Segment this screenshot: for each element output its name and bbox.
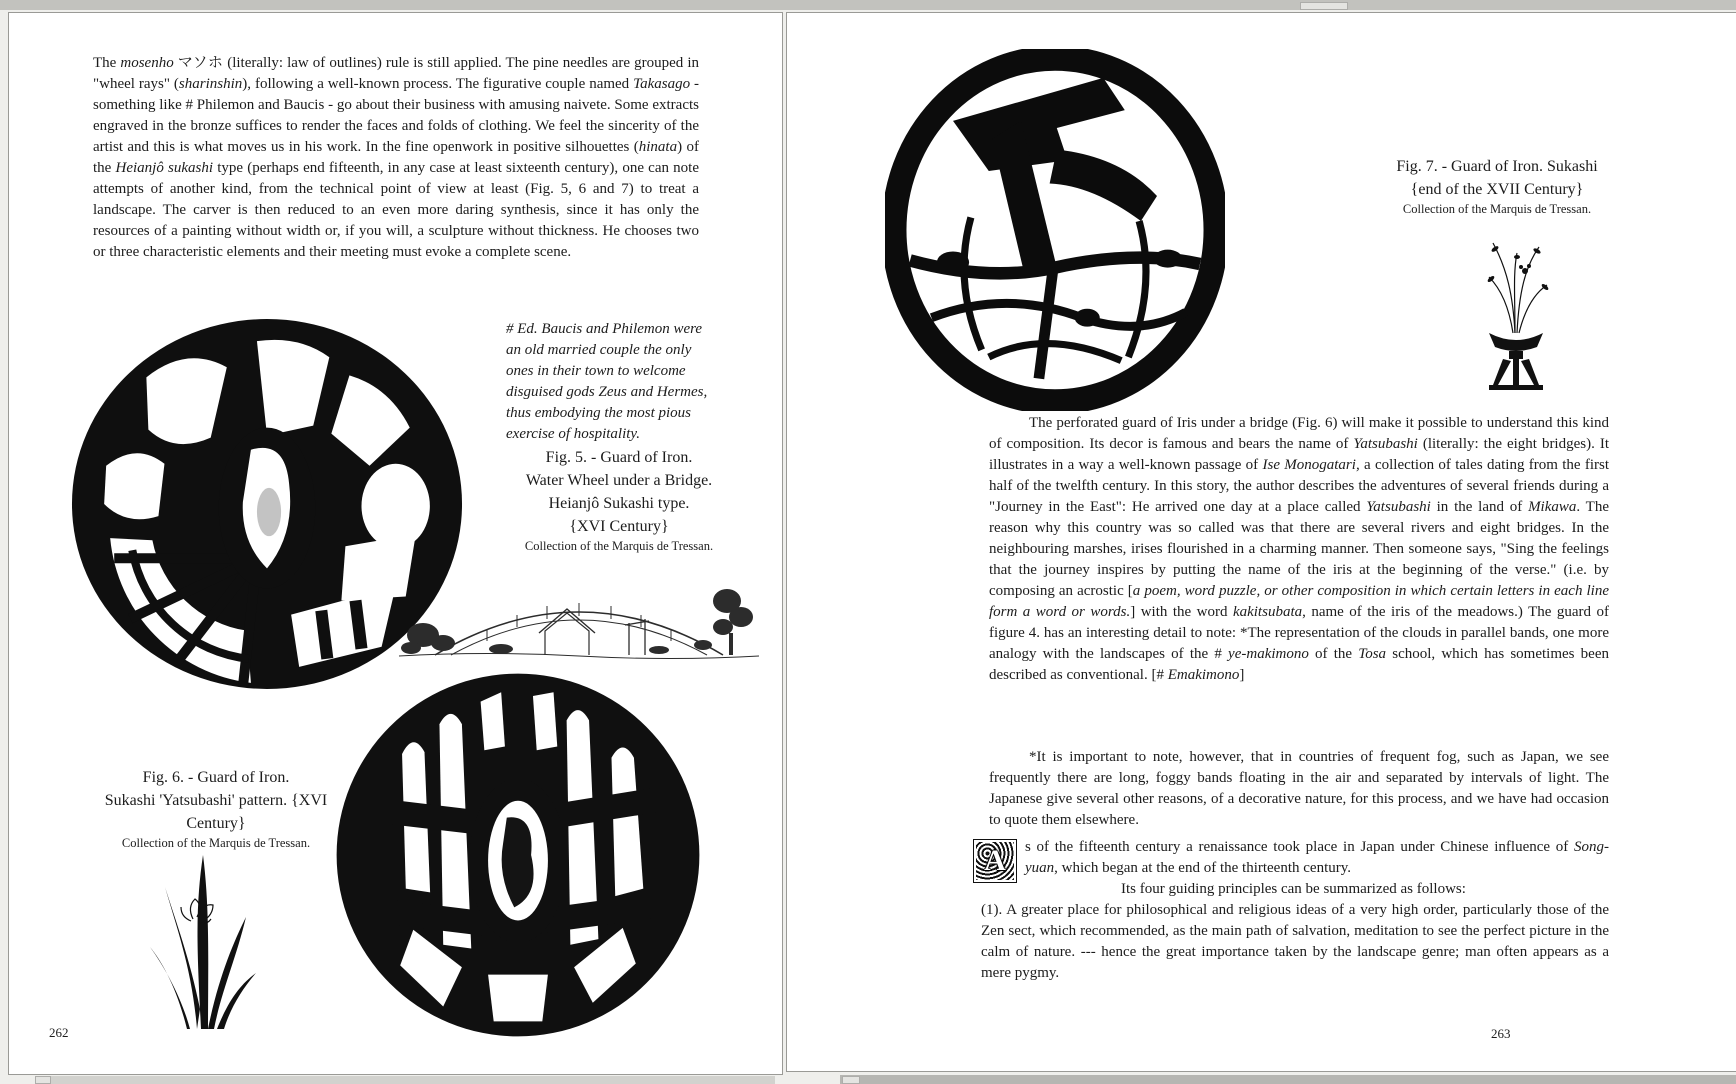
left-horizontal-scrollbar-track[interactable]: [35, 1076, 775, 1084]
tsuba-yatsubashi-icon: [331, 668, 705, 1042]
editor-note: # Ed. Baucis and Philemon were an old married couple the only ones in their town to welcome disguised gods Zeus and Hermes, thus embodying the most pious exercise of hospitality.: [506, 321, 708, 442]
principle-1: (1). A greater place for philosophical and religious ideas of a very high order, particularly those of the Zen sect, which recommended, as the main path of salvation, meditation to see the perfect picture in the calm of nature. --- hence the great importance taken by the landscape genre; man often appears as a mere pygmy.: [981, 902, 1609, 981]
fig5-caption-line: Heianjô Sukashi type.: [548, 495, 690, 512]
principles-intro: Its four guiding principles can be summarized as follows:: [1121, 881, 1466, 897]
footnote-paragraph: *It is important to note, however, that in countries of frequent fog, such as Japan, we see frequently there are long, foggy bands floating in the air and separated by intervals of light. The Japanese give several other reasons, of a decorative nature, for this process, and we have had occasion to quote them elsewhere.: [989, 749, 1609, 828]
fig7-caption-line: Fig. 7. - Guard of Iron. Sukashi: [1396, 158, 1598, 175]
fig7-tsuba-image: [885, 49, 1225, 411]
iris-flower-image: [137, 847, 261, 1029]
iris-drawing-icon: [137, 847, 261, 1029]
ornamental-dropcap: [973, 839, 1017, 883]
fig5-caption: [479, 446, 759, 555]
left-page-number: 262: [49, 1025, 69, 1040]
fig5-caption-line: Water Wheel under a Bridge.: [525, 472, 713, 489]
right-horizontal-scrollbar-thumb[interactable]: [842, 1076, 860, 1084]
bridge-drawing-icon: [397, 553, 761, 675]
fig6-caption-line: Fig. 6. - Guard of Iron.: [142, 769, 290, 786]
right-horizontal-scrollbar-track[interactable]: [840, 1075, 1736, 1084]
fig5-caption-line: {XVI Century}: [569, 518, 669, 535]
dropcap-paragraph: s of the fifteenth century a renaissance took place in Japan under Chinese influence of Song-yuan, which began at the end of the thirteenth century.: [1025, 839, 1609, 876]
fig5-caption-line: Fig. 5. - Guard of Iron.: [545, 449, 693, 466]
fig7-caption-credit: Collection of the Marquis de Tressan.: [1402, 202, 1592, 216]
fig5-caption-credit: Collection of the Marquis de Tressan.: [524, 539, 714, 553]
fig6-caption-line: Sukashi 'Yatsubashi' pattern. {XVI: [104, 792, 328, 809]
fig6-caption-line: Century}: [186, 815, 246, 832]
fig6-caption: [71, 766, 361, 852]
ikebana-drawing-icon: [1465, 233, 1567, 403]
dropcap-section: [981, 837, 1609, 984]
tsuba-sukashi-icon: [885, 49, 1225, 411]
right-page-number: 263: [1491, 1026, 1511, 1041]
top-scrollbar-track[interactable]: [0, 0, 1736, 10]
top-scrollbar-thumb[interactable]: [1300, 2, 1348, 10]
bridge-landscape-image: [397, 553, 761, 675]
fig7-caption: [1337, 155, 1657, 218]
right-page: [786, 12, 1736, 1072]
right-main-paragraph: The perforated guard of Iris under a bridge (Fig. 6) will make it possible to understand this kind of composition. Its decor is famous and bears the name of Yatsubashi (literally: the eight bridges). It illustrates in a way a well-known passage of Ise Monogatari, a collection of tales dating from the first half of the twelfth century. In this story, the author describes the adventures of several friends during a "Journey in the East": He arrived one day at a place called Yatsubashi in the land of Mikawa. The reason why this country was so called was that there are several rivers and eight bridges. In the neighbouring marshes, irises flourished in a charming manner. Then someone says, "Sing the feelings that the journey inspires by putting the name of the iris at the beginning of the verse." (i.e. by composing an acrostic [a poem, word puzzle, or other composition in which certain letters in each line form a word or words.] with the word kakitsubata, name of the iris of the meadows.) The guard of figure 4. has an interesting detail to note: *The representation of the clouds in parallel bands, one more analogy with the landscapes of the # ye-makimono of the Tosa school, which has sometimes been described as conventional. [# Emakimono]: [989, 415, 1610, 683]
fig6-caption-credit: Collection of the Marquis de Tressan.: [121, 836, 311, 850]
left-main-paragraph: The mosenho マソホ (literally: law of outlines) rule is still applied. The pine needles are grouped in "wheel rays" (sharinshin), following a well-known process. The figurative couple named Takasago - something like # Philemon and Baucis - go about their business with amusing naivete. Some extracts engraved in the bronze suffices to render the faces and folds of clothing. We feel the sincerity of the artist and this is what moves us in his work. In the fine openwork in positive silhouettes (hinata) of the Heianjô sukashi type (perhaps end fifteenth, in any case at least sixteenth century), one can note attempts of another kind, from the technical point of view at least (Fig. 5, 6 and 7) to treat a landscape. The carver is then reduced to an even more daring synthesis, since it has only the resources of a painting without width or, if you will, a sculpture without thickness. He chooses two or three characteristic elements and their meeting must evoke a complete scene.: [93, 55, 700, 260]
left-horizontal-scrollbar-thumb[interactable]: [35, 1076, 51, 1084]
fig6-tsuba-image: [331, 668, 705, 1042]
dropcap-ornament-icon: [976, 842, 1014, 880]
left-page: [8, 12, 783, 1075]
ikebana-image: [1465, 233, 1567, 403]
fig7-caption-line: {end of the XVII Century}: [1410, 181, 1584, 198]
dropcap-letter: A: [984, 844, 1006, 877]
